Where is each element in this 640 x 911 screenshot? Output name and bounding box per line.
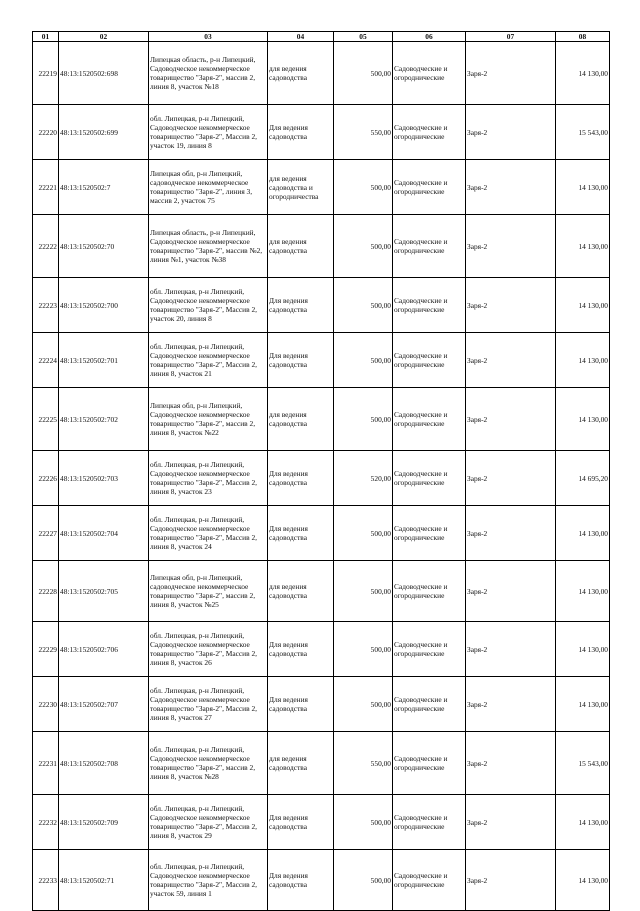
address-cell: [149, 561, 268, 622]
zone-cell: Заря-2: [466, 850, 556, 911]
zone-cell: Заря-2: [466, 388, 556, 451]
table-row: [33, 333, 610, 388]
address-text: обл. Липецкая, р-н Липецкий, Садоводческое некоммерческое товарищество "Заря-2", Массив 2, линия 8, участок 26: [150, 631, 258, 667]
land-use-purpose-cell: для ведения садоводства и огородничества: [268, 160, 334, 215]
zone-cell: Заря-2: [466, 42, 556, 105]
cadastral-value-cell: 14 130,00: [556, 795, 610, 850]
row-id-cell: 22221: [33, 160, 59, 215]
cadastral-number-cell: 48:13:1520502:701: [59, 333, 149, 388]
address-text: обл. Липецкая, р-н Липецкий, Садоводческое некоммерческое товарищество "Заря-2", Массив 2, участок 19, линия 8: [150, 114, 258, 150]
cadastral-value-cell: 15 543,00: [556, 105, 610, 160]
area-cell: 500,00: [334, 850, 393, 911]
table-row: [33, 622, 610, 677]
area-cell: 500,00: [334, 42, 393, 105]
cadastral-number-cell: 48:13:1520502:707: [59, 677, 149, 732]
land-use-purpose-cell: Для ведения садоводства: [268, 333, 334, 388]
address-text: Липецкая обл, р-н Липецкий, Садоводческое некоммерческое товарищество "Заря-2", массив 2, линия 8, участок №22: [150, 401, 256, 437]
table-row: [33, 278, 610, 333]
cadastral-number-cell: 48:13:1520502:704: [59, 506, 149, 561]
land-use-purpose-cell: Для ведения садоводства: [268, 622, 334, 677]
address-cell: [149, 160, 268, 215]
table-row: [33, 506, 610, 561]
land-use-purpose-cell: Для ведения садоводства: [268, 850, 334, 911]
table-row: [33, 451, 610, 506]
address-cell: [149, 451, 268, 506]
cadastral-number-cell: 48:13:1520502:703: [59, 451, 149, 506]
column-header-08: 08: [556, 32, 610, 42]
land-use-purpose-cell: Для ведения садоводства: [268, 795, 334, 850]
zone-cell: Заря-2: [466, 506, 556, 561]
area-cell: 500,00: [334, 561, 393, 622]
cadastral-value-cell: 14 130,00: [556, 215, 610, 278]
cadastral-number-cell: 48:13:1520502:698: [59, 42, 149, 105]
land-use-purpose-cell: Для ведения садоводства: [268, 451, 334, 506]
address-text: обл. Липецкая, р-н Липецкий, Садоводческое некоммерческое товарищество "Заря-2", Массив 2, линия 8, участок 29: [150, 804, 258, 840]
land-category-cell: Садоводческие и огороднические: [393, 333, 466, 388]
cadastral-number-cell: 48:13:1520502:709: [59, 795, 149, 850]
row-id-cell: 22223: [33, 278, 59, 333]
address-cell: [149, 795, 268, 850]
header-row: [33, 32, 610, 42]
land-use-purpose-cell: Для ведения садоводства: [268, 506, 334, 561]
address-cell: [149, 506, 268, 561]
land-category-cell: Садоводческие и огороднические: [393, 795, 466, 850]
zone-cell: Заря-2: [466, 561, 556, 622]
row-id-cell: 22228: [33, 561, 59, 622]
zone-cell: Заря-2: [466, 732, 556, 795]
area-cell: 520,00: [334, 451, 393, 506]
cadastral-number-cell: 48:13:1520502:71: [59, 850, 149, 911]
cadastral-number-cell: 48:13:1520502:705: [59, 561, 149, 622]
column-header-02: 02: [59, 32, 149, 42]
address-cell: [149, 388, 268, 451]
land-use-purpose-cell: Для ведения садоводства: [268, 677, 334, 732]
cadastral-value-cell: 14 130,00: [556, 850, 610, 911]
area-cell: 550,00: [334, 105, 393, 160]
area-cell: 500,00: [334, 506, 393, 561]
table-row: [33, 732, 610, 795]
column-header-05: 05: [334, 32, 393, 42]
column-header-01: 01: [33, 32, 59, 42]
row-id-cell: 22233: [33, 850, 59, 911]
area-cell: 550,00: [334, 732, 393, 795]
zone-cell: Заря-2: [466, 278, 556, 333]
row-id-cell: 22226: [33, 451, 59, 506]
table-row: [33, 105, 610, 160]
address-text: обл. Липецкая, р-н Липецкий, Садоводческое некоммерческое товарищество "Заря-2", Массив 2, линия 8, участок 21: [150, 342, 258, 378]
cadastral-value-cell: 14 130,00: [556, 561, 610, 622]
cadastral-value-cell: 14 130,00: [556, 278, 610, 333]
zone-cell: Заря-2: [466, 215, 556, 278]
address-text: обл. Липецкая, р-н Липецкий, Садоводческое некоммерческое товарищество "Заря-2", Массив 2, участок 59, линия 1: [150, 862, 258, 898]
cadastral-value-cell: 14 130,00: [556, 622, 610, 677]
cadastral-number-cell: 48:13:1520502:708: [59, 732, 149, 795]
address-text: обл. Липецкая, р-н Липецкий, Садоводческое некоммерческое товарищество "Заря-2", массив 2, линия 8, участок №28: [150, 745, 256, 781]
column-header-04: 04: [268, 32, 334, 42]
row-id-cell: 22219: [33, 42, 59, 105]
row-id-cell: 22231: [33, 732, 59, 795]
cadastral-value-cell: 14 130,00: [556, 42, 610, 105]
zone-cell: Заря-2: [466, 622, 556, 677]
land-use-purpose-cell: для ведения садоводства: [268, 42, 334, 105]
address-cell: [149, 333, 268, 388]
address-text: Липецкая обл, р-н Липецкий, садоводческое некоммерческое товарищество "Заря-2", массив 2, линия 8, участок №25: [150, 573, 256, 609]
column-header-07: 07: [466, 32, 556, 42]
cadastral-value-cell: 14 695,20: [556, 451, 610, 506]
address-text: обл. Липецкая, р-н Липецкий, Садоводческое некоммерческое товарищество "Заря-2", Массив 2, линия 8, участок 24: [150, 515, 258, 551]
column-header-03: 03: [149, 32, 268, 42]
area-cell: 500,00: [334, 278, 393, 333]
row-id-cell: 22224: [33, 333, 59, 388]
table-row: [33, 160, 610, 215]
address-cell: [149, 215, 268, 278]
land-category-cell: Садоводческие и огороднические: [393, 160, 466, 215]
cadastral-number-cell: 48:13:1520502:700: [59, 278, 149, 333]
row-id-cell: 22229: [33, 622, 59, 677]
row-id-cell: 22227: [33, 506, 59, 561]
area-cell: 500,00: [334, 388, 393, 451]
zone-cell: Заря-2: [466, 105, 556, 160]
land-category-cell: Садоводческие и огороднические: [393, 561, 466, 622]
table-row: [33, 42, 610, 105]
land-category-cell: Садоводческие и огороднические: [393, 105, 466, 160]
cadastral-number-cell: 48:13:1520502:699: [59, 105, 149, 160]
land-category-cell: Садоводческие и огороднические: [393, 850, 466, 911]
address-text: Липецкая область, р-н Липецкий, Садоводческое некоммерческое товарищество "Заря-2", массив 2, линия 8, участок №18: [150, 55, 256, 91]
zone-cell: Заря-2: [466, 451, 556, 506]
address-cell: [149, 677, 268, 732]
land-use-purpose-cell: для ведения садоводства: [268, 215, 334, 278]
land-use-purpose-cell: для ведения садоводства: [268, 732, 334, 795]
land-category-cell: Садоводческие и огороднические: [393, 677, 466, 732]
address-cell: [149, 732, 268, 795]
zone-cell: Заря-2: [466, 333, 556, 388]
address-text: обл. Липецкая, р-н Липецкий, Садоводческое некоммерческое товарищество "Заря-2", Массив 2, линия 8, участок 23: [150, 460, 258, 496]
cadastral-value-cell: 14 130,00: [556, 677, 610, 732]
land-category-cell: Садоводческие и огороднические: [393, 215, 466, 278]
address-cell: [149, 42, 268, 105]
area-cell: 500,00: [334, 215, 393, 278]
area-cell: 500,00: [334, 333, 393, 388]
land-category-cell: Садоводческие и огороднические: [393, 622, 466, 677]
address-cell: [149, 850, 268, 911]
row-id-cell: 22222: [33, 215, 59, 278]
land-use-purpose-cell: для ведения садоводства: [268, 388, 334, 451]
table-row: [33, 850, 610, 911]
table-row: [33, 677, 610, 732]
cadastral-value-cell: 14 130,00: [556, 388, 610, 451]
land-category-cell: Садоводческие и огороднические: [393, 388, 466, 451]
zone-cell: Заря-2: [466, 677, 556, 732]
area-cell: 500,00: [334, 160, 393, 215]
cadastral-register-table: [32, 31, 610, 911]
land-use-purpose-cell: Для ведения садоводства: [268, 278, 334, 333]
row-id-cell: 22220: [33, 105, 59, 160]
address-cell: [149, 622, 268, 677]
cadastral-number-cell: 48:13:1520502:70: [59, 215, 149, 278]
cadastral-value-cell: 14 130,00: [556, 506, 610, 561]
table-row: [33, 795, 610, 850]
cadastral-value-cell: 14 130,00: [556, 160, 610, 215]
table-row: [33, 388, 610, 451]
address-cell: [149, 105, 268, 160]
address-cell: [149, 278, 268, 333]
row-id-cell: 22225: [33, 388, 59, 451]
zone-cell: Заря-2: [466, 160, 556, 215]
land-category-cell: Садоводческие и огороднические: [393, 278, 466, 333]
land-category-cell: Садоводческие и огороднические: [393, 506, 466, 561]
table-row: [33, 561, 610, 622]
land-use-purpose-cell: Для ведения садоводства: [268, 105, 334, 160]
area-cell: 500,00: [334, 677, 393, 732]
cadastral-number-cell: 48:13:1520502:702: [59, 388, 149, 451]
address-text: Липецкая область, р-н Липецкий, Садоводческое некоммерческое товарищество "Заря-2", массив №2, линия №1, участок №38: [150, 228, 263, 264]
area-cell: 500,00: [334, 622, 393, 677]
cadastral-number-cell: 48:13:1520502:706: [59, 622, 149, 677]
area-cell: 500,00: [334, 795, 393, 850]
land-use-purpose-cell: для ведения садоводства: [268, 561, 334, 622]
address-text: обл. Липецкая, р-н Липецкий, Садоводческое некоммерческое товарищество "Заря-2", Массив 2, линия 8, участок 27: [150, 686, 258, 722]
cadastral-number-cell: 48:13:1520502:7: [59, 160, 149, 215]
row-id-cell: 22230: [33, 677, 59, 732]
address-text: обл. Липецкая, р-н Липецкий, Садоводческое некоммерческое товарищество "Заря-2", Массив 2, участок 20, линия 8: [150, 287, 258, 323]
address-text: Липецкая обл, р-н Липецкий, садоводческое некоммерческое товарищество "Заря-2", линия 3, массив 2, участок 75: [150, 169, 253, 205]
table-row: [33, 215, 610, 278]
cadastral-value-cell: 15 543,00: [556, 732, 610, 795]
row-id-cell: 22232: [33, 795, 59, 850]
land-category-cell: Садоводческие и огороднические: [393, 42, 466, 105]
column-header-06: 06: [393, 32, 466, 42]
cadastral-value-cell: 14 130,00: [556, 333, 610, 388]
land-category-cell: Садоводческие и огороднические: [393, 451, 466, 506]
zone-cell: Заря-2: [466, 795, 556, 850]
land-category-cell: Садоводческие и огороднические: [393, 732, 466, 795]
